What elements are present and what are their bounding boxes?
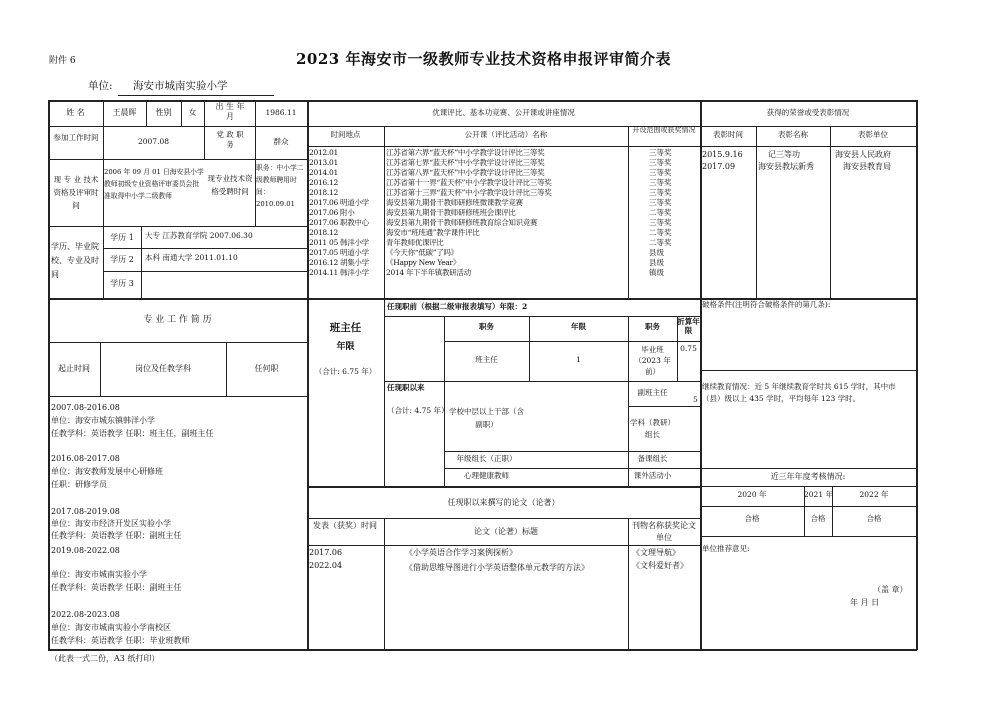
ct-row4-post2: 备课组长	[637, 454, 668, 463]
competition-name: 海安县第九期骨干教师研修班班会课评比	[386, 208, 516, 217]
competitions-col-time: 时间地点	[330, 130, 361, 139]
competition-level: 三等奖	[649, 158, 672, 167]
ct-row1-post: 班主任	[475, 355, 498, 364]
competition-level: 二等奖	[649, 228, 672, 237]
papers-section-title: 任现职以来撰写的论文（论著）	[447, 498, 560, 507]
competition-name: 青年教师优课评比	[386, 238, 444, 247]
competitions-col-name: 公开课（评比活动）名称	[464, 130, 548, 139]
career-section-title: 专 业 工 作 简 历	[143, 315, 212, 325]
paper-2-time: 2022.04	[309, 561, 343, 570]
ct-col-post: 职务	[479, 322, 494, 331]
birth-value: 1986.11	[265, 108, 297, 117]
papers-col-title: 论文（论著）标题	[474, 527, 538, 536]
competition-level: 三等奖	[649, 198, 672, 207]
honors-col-name: 表彰名称	[778, 130, 808, 139]
assess-year-3: 2022 年	[859, 490, 889, 499]
unit-label: 单位:	[88, 80, 113, 92]
honors-col-time: 表彰时间	[713, 130, 743, 139]
competition-time: 2016.12	[309, 178, 338, 187]
continuing-education: 继续教育情况：近 5 年继续教育学时共 615 学时，其中市（县）级以上 435 学时，平均每年 123 学时。	[702, 382, 896, 403]
competition-time: 2017.06 附小	[309, 208, 355, 217]
honor-2-time: 2017.09	[702, 162, 736, 171]
career-col-title: 任何职	[254, 364, 279, 373]
competition-name: 海安县第九期骨干教师研修班微课教学竞赛	[386, 198, 523, 207]
ct-row1-years2: 0.75	[680, 344, 697, 353]
assess-year-2: 2021 年	[804, 490, 833, 499]
competition-names	[386, 148, 551, 278]
ct-row2-post: 学校中层以上干部（含副职）	[449, 407, 524, 429]
list-item: 2019.08-2022.08 单位：海安市城南实验小学 任教学科：英语教学 任职：副班主任	[51, 546, 182, 592]
assess-year-1: 2020 年	[737, 490, 767, 499]
competition-level: 县级	[649, 258, 664, 267]
qualification-value: 2006 年 09 月 01 日海安县小学教师初级专业资格评审委员会批准取得中小学二级教师	[104, 168, 204, 200]
breach-label: 破格条件(注明符合破格条件的第几条):	[702, 300, 831, 309]
competition-level: 三等奖	[649, 218, 672, 227]
education-label: 学历、毕业院校、专业及时间	[51, 242, 99, 279]
assess-result-2: 合格	[810, 514, 826, 523]
ct-row1-post2: 毕业班（2023 年前）	[634, 345, 671, 376]
unit-value: 海安市城南实验小学	[133, 80, 228, 92]
paper-1-journal: 《文理导航》	[632, 548, 680, 557]
qualification-label: 现 专 业 技术资格及评审时间	[53, 175, 99, 210]
competition-levels	[649, 148, 672, 278]
honor-2-unit: 海安县教育局	[843, 162, 891, 171]
list-item: 2022.08-2023.08 单位：海安市城南实验小学南校区 任教学科：英语教学 任职：毕业班教师	[51, 610, 190, 645]
competition-time: 2018.12	[309, 228, 338, 237]
competitions-section-title: 优课评比、基本功竞赛、公开课或讲座情况	[432, 108, 575, 117]
class-teacher-total: （合计: 6.75 年）	[314, 367, 377, 376]
work-start-value: 2007.08	[137, 137, 169, 146]
competition-time: 2014.01	[309, 168, 338, 177]
competition-name: 《今天你“低碳”了吗》	[386, 248, 458, 257]
edu3-label: 学历 3	[110, 279, 134, 288]
competition-time: 2017.06 明道小学	[309, 198, 369, 207]
ct-row5-post2: 课外活动小	[633, 471, 672, 480]
ct-row3-post2: 学科（教研）组长	[630, 418, 675, 439]
competition-level: 三等奖	[649, 148, 672, 157]
assess-title: 近三年年度考核情况:	[770, 472, 846, 481]
competition-time: 2018.12	[309, 188, 338, 197]
paper-1-title: 《小学英语合作学习案例探析》	[405, 548, 517, 557]
name-label: 姓 名	[66, 108, 85, 117]
ct-row2-post2: 副班主任	[637, 388, 668, 397]
competition-name: 江苏省第七界“蓝天杯”中小学教学设计评比三等奖	[386, 158, 545, 167]
competition-level: 三等奖	[649, 178, 672, 187]
assess-result-3: 合格	[866, 514, 882, 523]
competition-name: 海安县第九期骨干教师研修班教育综合知识竞赛	[386, 218, 538, 227]
after-post-total: （合计: 4.75 年）	[387, 406, 449, 415]
competition-level: 镇级	[649, 268, 664, 277]
competition-time: 2014.11 韩洋小学	[309, 268, 369, 277]
class-teacher-years-label: 年限	[336, 342, 355, 352]
ct-row2-years2: 5	[693, 395, 698, 404]
ct-col-years2: 折算年限	[677, 317, 700, 335]
list-item: 2017.08-2019.08 单位：海安市经济开发区实验小学 任教学科：英语教学 任职：副班主任	[51, 507, 182, 540]
career-col-post: 岗位及任教学科	[135, 364, 191, 373]
paper-2-title: 《借助思维导图进行小学英语整体单元教学的方法》	[405, 563, 589, 572]
attachment-label: 附件 6	[49, 56, 76, 66]
paper-1-time: 2017.06	[309, 548, 343, 557]
competition-name: 海安市“班班通”教学课件评比	[386, 228, 480, 237]
competition-level: 三等奖	[649, 168, 672, 177]
competition-name: 江苏省第六界“蓝天杯”中小学教学设计评比三等奖	[386, 148, 545, 157]
honor-1-time: 2015.9.16	[702, 150, 743, 159]
honors-section-title: 获得的荣誉或受表彰情况	[766, 108, 850, 117]
date-label: 年 月 日	[850, 598, 880, 607]
post-value: 职务：中小学二级教师聘用时间：2010.09.01	[256, 164, 304, 208]
page-title: 2023 年海安市一级教师专业技术资格申报评审简介表	[296, 50, 671, 68]
honors-col-unit: 表彰单位	[858, 130, 888, 139]
competitions-col-level: 开设范围或获奖情况	[632, 126, 696, 134]
honor-1-name: 记三等功	[768, 150, 800, 159]
competition-name: 《Happy New Year》	[386, 258, 461, 267]
competition-level: 县级	[649, 248, 664, 257]
ct-col-post2: 职务	[645, 322, 660, 331]
competition-times	[309, 148, 369, 278]
edu1-value: 大专 江苏教育学院 2007.06.30	[145, 231, 253, 240]
after-post-label: 任现职以来	[387, 383, 425, 392]
competition-time: 2011 05 韩洋小学	[309, 238, 369, 247]
ct-row1-years: 1	[576, 355, 581, 364]
competition-time: 2017.06 职教中心	[309, 218, 369, 227]
edu1-label: 学历 1	[110, 233, 134, 242]
edu2-value: 本科 南通大学 2011.01.10	[145, 253, 238, 262]
paper-2-journal: 《文科爱好者》	[632, 561, 688, 570]
competition-time: 2012.01	[309, 148, 338, 157]
competition-name: 江苏省第十一界“蓝天杯”中小学教学设计评比三等奖	[386, 178, 552, 187]
list-item: 2016.08-2017.08 单位：海安教师发展中心研修班 任职：研修学员	[51, 454, 163, 489]
papers-col-time: 发表（获奖）时间	[313, 521, 377, 530]
ct-row5-post: 心理健康教师	[464, 471, 509, 480]
assess-result-1: 合格	[744, 514, 760, 523]
competition-time: 2013.01	[309, 158, 338, 167]
edu2-label: 学历 2	[110, 255, 134, 264]
ct-col-years: 年限	[571, 322, 586, 331]
career-col-time: 起止时间	[58, 364, 90, 373]
ct-row4-post: 年级组长（正职）	[456, 454, 517, 463]
papers-col-journal: 刊物名称获奖论文单位	[632, 521, 696, 542]
work-start-label: 参加工作时间	[53, 133, 99, 142]
name-value: 王晨晖	[112, 108, 137, 117]
gender-label: 性别	[155, 108, 172, 117]
footer-note: （此表一式二份，A3 纸打印）	[50, 654, 160, 663]
class-teacher-label: 班主任	[329, 322, 362, 334]
recommend-label: 单位推荐意见:	[702, 544, 750, 553]
party-value: 群众	[273, 137, 289, 146]
competition-level: 二等奖	[649, 208, 672, 217]
seal-label: （盖 章）	[873, 585, 908, 594]
before-post-title: 任现职前（根据二级审报表填写）年限：2	[387, 302, 528, 311]
competition-name: 2014 年下半年镇教研活动	[386, 268, 471, 277]
party-label: 党 政 职 务	[216, 130, 244, 149]
birth-label: 出 生 年 月	[215, 102, 245, 121]
competition-time: 2016.12 胡集小学	[309, 258, 369, 267]
list-item: 2007.08-2016.08 单位：海安市城东镇韩洋小学 任教学科：英语教学 任职：班主任，副班主任	[51, 403, 214, 438]
post-label: 现专业技术资格受聘时间	[207, 174, 253, 196]
competition-name: 江苏省第十三界“蓝天杯”中小学教学设计评比三等奖	[386, 188, 552, 197]
competition-time: 2017.05 明道小学	[309, 248, 369, 257]
unit-underline	[118, 95, 274, 96]
honor-1-unit: 海安县人民政府	[835, 150, 891, 159]
competition-name: 江苏省第八界“蓝天杯”中小学教学设计评比三等奖	[386, 168, 545, 177]
competition-level: 二等奖	[649, 238, 672, 247]
gender-value: 女	[188, 108, 197, 117]
competition-level: 三等奖	[649, 188, 672, 197]
honor-2-name: 海安县教坛新秀	[758, 162, 814, 171]
